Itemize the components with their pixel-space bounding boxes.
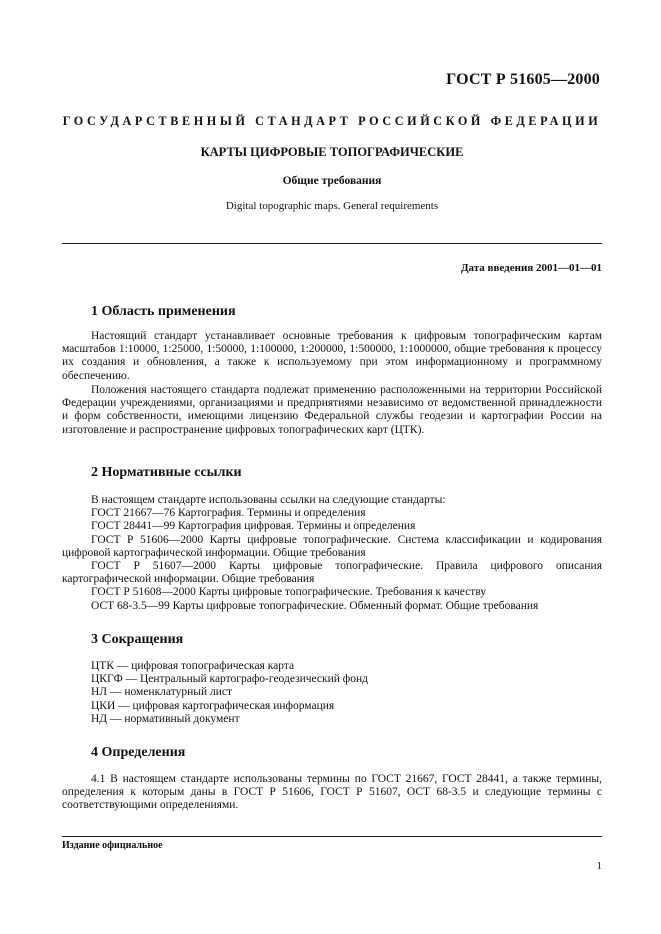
footer-divider (62, 836, 602, 837)
references-intro: В настоящем стандарте использованы ссылки на следующие стандарты: (91, 494, 446, 506)
top-divider (62, 243, 602, 244)
reference-item: ГОСТ 28441—99 Картография цифровая. Термины и определения (91, 520, 416, 533)
abbreviation-item: ЦТК — цифровая топографическая карта (91, 660, 295, 672)
section-2-heading: 2 Нормативные ссылки (91, 465, 242, 480)
abbreviations-list (91, 660, 602, 726)
reference-item: ГОСТ Р 51608—2000 Карты цифровые топографические. Требования к качеству (91, 586, 487, 599)
introduction-date: Дата введения 2001—01—01 (460, 262, 602, 274)
document-code: ГОСТ Р 51605—2000 (446, 71, 600, 88)
section-4-paragraph-1: 4.1 В настоящем стандарте использованы термины по ГОСТ 21667, ГОСТ 28441, а также термины, определения к которым даны в ГОСТ Р 51606, ГОСТ Р 51607, ОСТ 68-3.5 и следующие термины с соответствующими определениями. (62, 773, 602, 812)
section-1-paragraph-1: Настоящий стандарт устанавливает основные требования к цифровым топографическим картам масштабов 1:10000, 1:25000, 1:50000, 1:100000, 1:200000, 1:500000, 1:1000000, общие требования к процессу их создания и обновления, а также к используемому при этом информационному и программному обеспечению. (62, 330, 602, 382)
abbreviation-item: ЦКГФ — Центральный картографо-геодезический фонд (91, 673, 369, 686)
document-title-english: Digital topographic maps. General requirements (225, 200, 439, 212)
references-list (62, 494, 602, 613)
reference-item: ОСТ 68-3.5—99 Карты цифровые топографические. Обменный формат. Общие требования (91, 599, 539, 612)
section-1-paragraph-2: Положения настоящего стандарта подлежат применению расположенными на территории Российской Федерации учреждениями, организациями и предприятиями независимо от ведомственной принадлежности и форм собственности, имеющими лицензию Федеральной службы геодезии и картографии России на изготовление и распространение цифровых топографических карт (ЦТК). (62, 384, 602, 436)
document-subtitle: Общие требования (282, 175, 382, 187)
reference-item: ГОСТ Р 51607—2000 Карты цифровые топографические. Правила цифрового описания картографической информации. Общие требования (62, 560, 602, 586)
edition-label: Издание официальное (62, 840, 163, 851)
section-3-heading: 3 Сокращения (91, 632, 184, 647)
abbreviation-item: НД — нормативный документ (91, 712, 240, 725)
section-4-heading: 4 Определения (91, 745, 186, 760)
document-title: КАРТЫ ЦИФРОВЫЕ ТОПОГРАФИЧЕСКИЕ (200, 145, 464, 159)
page-number: 1 (596, 860, 602, 872)
reference-item: ГОСТ 21667—76 Картография. Термины и определения (91, 507, 366, 520)
abbreviation-item: ЦКИ — цифровая картографическая информация (91, 699, 335, 712)
abbreviation-item: НЛ — номенклатурный лист (91, 686, 233, 699)
reference-item: ГОСТ Р 51606—2000 Карты цифровые топографические. Система классификации и кодирования цифровой картографической информации. Общие требования (62, 533, 602, 559)
standard-header: ГОСУДАРСТВЕННЫЙ СТАНДАРТ РОССИЙСКОЙ ФЕДЕРАЦИИ (62, 114, 602, 128)
section-1-heading: 1 Область применения (91, 304, 236, 319)
